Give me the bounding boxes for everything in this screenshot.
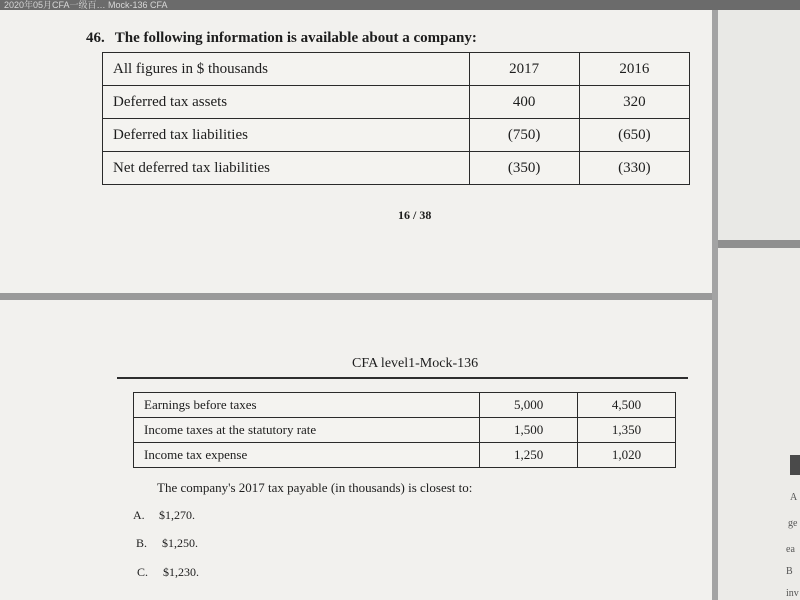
browser-tab-strip[interactable]: 2020年05月CFA一级百… Mock-136 CFA — [0, 0, 800, 10]
table-header-2017: 2017 — [469, 53, 579, 86]
table-row — [134, 393, 676, 418]
table-header-label: All figures in $ thousands — [103, 53, 470, 86]
table-header-2016: 2016 — [579, 53, 689, 86]
option-text: $1,250. — [162, 536, 198, 550]
option-text: $1,230. — [163, 565, 199, 579]
row-value-2016: 1,350 — [578, 418, 676, 443]
option-letter: C. — [137, 565, 149, 579]
row-value-2016: 4,500 — [578, 393, 676, 418]
question-number: 46. — [86, 30, 105, 46]
row-label: Income tax expense — [134, 443, 480, 468]
table-row — [134, 418, 676, 443]
row-value-2016: 1,020 — [578, 443, 676, 468]
page-number: 16 / 38 — [398, 208, 432, 222]
row-value-2017: 1,250 — [480, 443, 578, 468]
page-divider — [0, 293, 712, 300]
screen-edge-marker — [790, 455, 800, 475]
table-header-row — [103, 53, 690, 86]
row-value-2017: 5,000 — [480, 393, 578, 418]
row-label: Earnings before taxes — [134, 393, 480, 418]
row-label: Net deferred tax liabilities — [103, 152, 470, 185]
row-value-2017: (750) — [469, 119, 579, 152]
row-value-2016: (650) — [579, 119, 689, 152]
answer-option-c[interactable] — [137, 565, 199, 580]
side-page-fragment: ge — [788, 518, 798, 529]
side-page-fragment: B — [786, 566, 793, 577]
side-page-fragment: A — [790, 492, 798, 503]
option-letter: B. — [136, 536, 148, 550]
mock-title: CFA level1-Mock-136 — [352, 356, 479, 371]
row-value-2016: 320 — [579, 86, 689, 119]
answer-option-b[interactable] — [136, 536, 198, 551]
row-label: Deferred tax liabilities — [103, 119, 470, 152]
table-row — [103, 119, 690, 152]
row-value-2017: 400 — [469, 86, 579, 119]
income-tax-table — [133, 392, 676, 468]
table-row — [103, 152, 690, 185]
pdf-page-side-top — [718, 10, 800, 240]
row-value-2016: (330) — [579, 152, 689, 185]
question-heading — [86, 30, 477, 47]
option-letter: A. — [133, 508, 145, 522]
table-row — [134, 443, 676, 468]
side-page-fragment: inv — [786, 588, 799, 599]
answer-option-a[interactable] — [133, 508, 195, 523]
row-label: Deferred tax assets — [103, 86, 470, 119]
option-text: $1,270. — [159, 508, 195, 522]
deferred-tax-table — [102, 52, 690, 185]
header-rule — [117, 377, 688, 379]
question-prompt: The company's 2017 tax payable (in thousands) is closest to: — [157, 480, 473, 495]
question-title: The following information is available about a company: — [114, 30, 477, 46]
side-page-fragment: ea — [786, 544, 795, 555]
row-label: Income taxes at the statutory rate — [134, 418, 480, 443]
row-value-2017: 1,500 — [480, 418, 578, 443]
row-value-2017: (350) — [469, 152, 579, 185]
table-row — [103, 86, 690, 119]
